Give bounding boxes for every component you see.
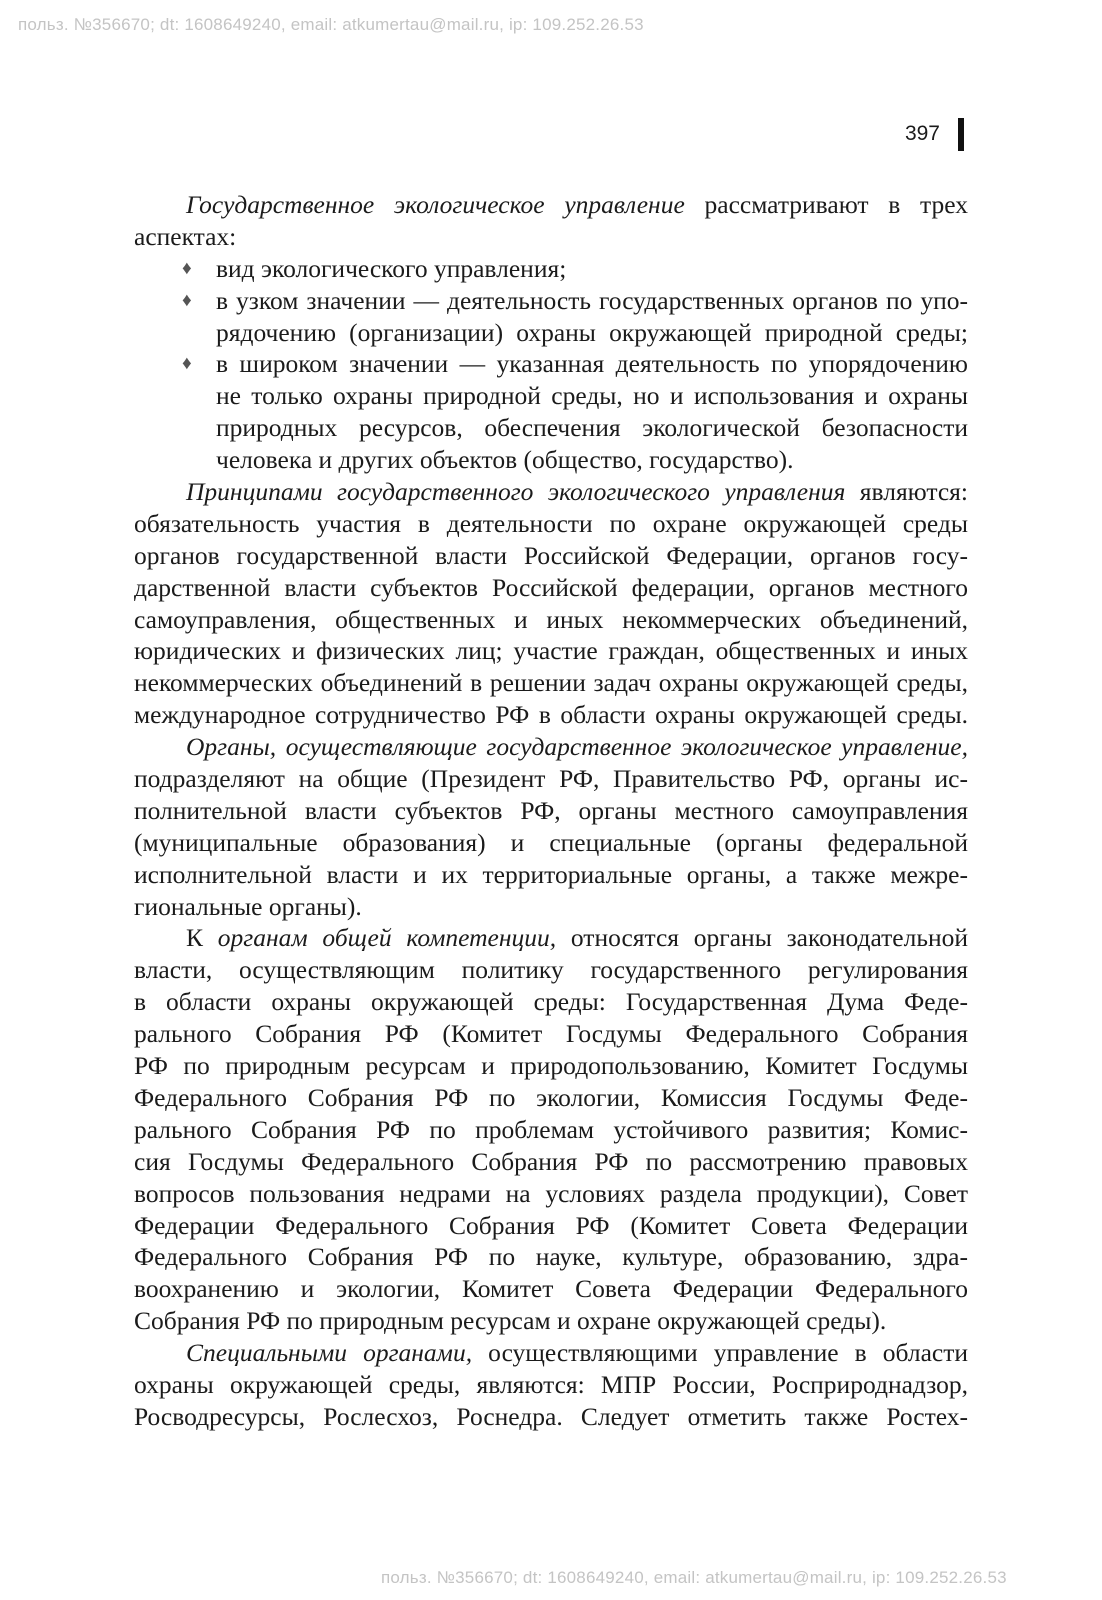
text-line: органов государственной власти Российской Федерации, органов госу- — [134, 540, 968, 570]
italic-term: Принципами государственного экологического управления — [186, 477, 846, 507]
italic-term: Государственное экологическое управление — [186, 190, 685, 219]
text-line: охраны окружающей среды, являются: МПР России, Росприроднадзор, — [134, 1369, 968, 1399]
text-line: воохранению и экологии, Комитет Совета Федерации Федерального — [134, 1274, 968, 1304]
watermark-bottom: польз. №356670; dt: 1608649240, email: atkumertau@mail.ru, ip: 109.252.26.53 — [381, 1568, 1007, 1587]
list-item-continuation: рядочению (организации) охраны окружающей природной среды; — [216, 317, 968, 347]
text-fragment: являются: — [845, 477, 968, 507]
italic-term: Специальными органами, — [186, 1338, 473, 1368]
text-line: власти, осуществляющим политику государственного регулирования — [134, 955, 968, 985]
text-line: обязательность участия в деятельности по охране окружающей среды — [134, 508, 968, 538]
text-line: юридических и физических лиц; участие граждан, общественных и иных — [134, 636, 968, 666]
text-line: гиональные органы). — [134, 891, 362, 921]
list-item-text: в широком значении — указанная деятельность по упорядочению — [216, 349, 968, 379]
text-line: аспектах: — [134, 221, 237, 251]
watermark-top: польз. №356670; dt: 1608649240, email: atkumertau@mail.ru, ip: 109.252.26.53 — [18, 15, 644, 34]
text-line — [134, 922, 968, 954]
diamond-bullet-icon: ♦ — [182, 353, 192, 375]
text-line: в области охраны окружающей среды: Государственная Дума Феде- — [134, 987, 968, 1017]
text-line: рального Собрания РФ (Комитет Госдумы Федерального Собрания — [134, 1019, 968, 1049]
text-fragment: рассматривают в трех — [684, 190, 968, 219]
text-line: Росводресурсы, Рослесхоз, Роснедра. Следует отметить также Ростех- — [134, 1401, 968, 1431]
text-line: вопросов пользования недрами на условиях раздела продукции), Совет — [134, 1178, 968, 1208]
list-item-text: в узком значении — деятельность государственных органов по упо- — [216, 285, 968, 315]
text-line: Собрания РФ по природным ресурсам и охране окружающей среды). — [134, 1306, 887, 1336]
text-line: самоуправления, общественных и иных некоммерческих объединений, — [134, 604, 968, 634]
text-line: международное сотрудничество РФ в области охраны окружающей среды. — [134, 700, 968, 730]
italic-term: Органы, осуществляющие государственное экологическое управление, — [186, 732, 968, 762]
text-line: дарственной власти субъектов Российской федерации, органов местного — [134, 572, 968, 602]
diamond-bullet-icon: ♦ — [182, 257, 192, 279]
list-item-continuation: не только охраны природной среды, но и использования и охраны — [216, 381, 968, 411]
italic-term: органам общей компетенции, — [217, 923, 557, 953]
list-item — [134, 285, 968, 317]
page-number: 397 — [904, 122, 940, 145]
text-fragment: К — [186, 923, 218, 953]
page-number-marker — [958, 118, 964, 151]
text-line: рального Собрания РФ по проблемам устойчивого развития; Комис- — [134, 1114, 968, 1144]
text-line: РФ по природным ресурсам и природопользованию, Комитет Госдумы — [134, 1051, 968, 1081]
text-line — [134, 731, 968, 763]
list-item — [134, 253, 968, 285]
text-line: подразделяют на общие (Президент РФ, Правительство РФ, органы ис- — [134, 764, 968, 794]
text-line — [134, 189, 968, 221]
text-line: (муниципальные образования) и специальные (органы федеральной — [134, 827, 968, 857]
body-text — [134, 189, 968, 1433]
text-fragment: осуществляющими управление в области — [472, 1338, 969, 1368]
text-line: полнительной власти субъектов РФ, органы местного самоуправления — [134, 795, 968, 825]
text-line: Федерального Собрания РФ по экологии, Комиссия Госдумы Феде- — [134, 1082, 968, 1112]
list-item-text: вид экологического управления; — [216, 253, 567, 283]
text-line: Федерации Федерального Собрания РФ (Комитет Совета Федерации — [134, 1210, 968, 1240]
text-line: некоммерческих объединений в решении задач охраны окружающей среды, — [134, 668, 968, 698]
text-line: исполнительной власти и их территориальные органы, а также межре- — [134, 859, 968, 889]
list-item-continuation: природных ресурсов, обеспечения экологической безопасности — [216, 413, 968, 443]
list-item — [134, 348, 968, 380]
text-line — [134, 1337, 968, 1369]
diamond-bullet-icon: ♦ — [182, 289, 192, 311]
text-line: сия Госдумы Федерального Собрания РФ по рассмотрению правовых — [134, 1146, 968, 1176]
text-line: Федерального Собрания РФ по науке, культуре, образованию, здра- — [134, 1242, 968, 1272]
text-fragment: относятся органы законодательной — [556, 923, 968, 953]
text-line — [134, 476, 968, 508]
list-item-continuation: человека и других объектов (общество, государство). — [216, 445, 794, 475]
